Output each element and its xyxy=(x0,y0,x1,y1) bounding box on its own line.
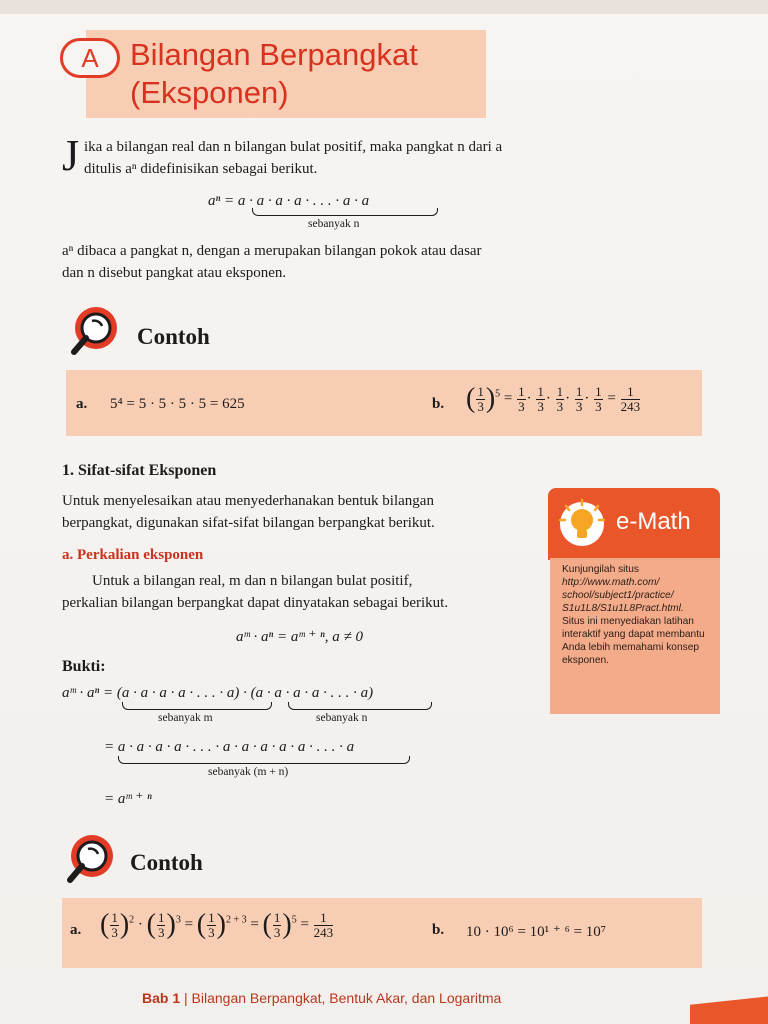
example1-b-label: b. xyxy=(432,396,445,412)
frac-a3-den: 3 xyxy=(208,924,215,940)
frac-den-1: 3 xyxy=(518,398,525,414)
frac-den-4: 3 xyxy=(575,398,583,414)
brace-n2 xyxy=(288,702,432,710)
dropcap: J xyxy=(62,131,80,180)
exp-a3: 2 + 3 xyxy=(225,914,247,926)
exp-a2: 3 xyxy=(175,914,181,926)
contoh-label-1: Contoh xyxy=(137,324,210,349)
bukti-line1: aᵐ · aⁿ = (a · a · a · a · . . . · a) · (a · a · a · a · . . . · a) xyxy=(62,685,374,701)
section-title-line2: (Eksponen) xyxy=(130,75,289,110)
example2-a-label: a. xyxy=(70,922,82,938)
frac-den: 3 xyxy=(477,398,484,414)
corner-tab xyxy=(690,995,768,1024)
frac-a2-den: 3 xyxy=(157,924,165,940)
frac-a2-num: 1 xyxy=(157,909,165,925)
frac-a1-num: 1 xyxy=(111,909,118,925)
magnifier-icon-2 xyxy=(56,832,120,884)
emath-line1: Kunjungilah situs xyxy=(562,564,640,575)
emath-title: e-Math xyxy=(616,508,691,535)
subsection-text1: Untuk menyelesaikan atau menyederhanakan bentuk bilangan xyxy=(62,493,434,509)
emath-rest: Situs ini menyediakan latihan interaktif yang dapat membantu Anda lebih memahami konsep eksponen. xyxy=(562,616,705,666)
perkalian-text1: Untuk a bilangan real, m dan n bilangan bulat positif, xyxy=(92,573,413,589)
emath-url3[interactable]: S1u1L8/S1u1L8Pract.html. xyxy=(562,603,684,614)
exp: 5 xyxy=(495,388,501,400)
magnifier-icon xyxy=(60,304,124,356)
frac-den-3: 3 xyxy=(556,398,564,414)
bukti-label: Bukti: xyxy=(62,658,106,675)
intro-line2: ditulis aⁿ didefinisikan sebagai berikut. xyxy=(84,161,318,177)
example1-a-expr: 5⁴ = 5 · 5 · 5 · 5 = 625 xyxy=(110,396,245,412)
brace-n2-label: sebanyak n xyxy=(316,712,368,724)
example1-b-expr: ( $\frac{1}{3}$ )$^5$ = $\frac{1}{3}$ · $\frac{1}{3}$ · $\frac{1}{3}$ · $\frac{1}{3}$ · $\frac{1}{3}$ = $\frac{1}{243}$ xyxy=(466,383,641,414)
frac-num: 1 xyxy=(477,383,484,399)
brace-n-label: sebanyak n xyxy=(308,218,360,230)
exp-a4: 5 xyxy=(291,914,297,926)
top-strip xyxy=(0,0,768,14)
perkalian-text2: perkalian bilangan berpangkat dapat dinyatakan sebagai berikut. xyxy=(62,595,449,611)
brace-m-label: sebanyak m xyxy=(158,712,213,724)
bukti-line2: = a · a · a · a · . . . · a · a · a · a · a · . . . · a xyxy=(104,739,355,755)
bukti-line3: = aᵐ ⁺ ⁿ xyxy=(104,791,152,807)
frac-den-2: 3 xyxy=(537,398,544,414)
brace-mn-label: sebanyak (m + n) xyxy=(208,766,289,778)
example2-b-expr: 10 · 10⁶ = 10¹ ⁺ ⁶ = 10⁷ xyxy=(466,924,607,940)
frac-a1-den: 3 xyxy=(111,924,118,940)
definition-formula: aⁿ = a · a · a · a · . . . · a · a xyxy=(208,193,370,209)
section-title xyxy=(130,36,418,112)
intro-desc2: dan n disebut pangkat atau eksponen. xyxy=(62,265,287,281)
footer xyxy=(142,990,501,1006)
brace-n xyxy=(252,208,438,216)
perkalian-formula: aᵐ · aⁿ = aᵐ ⁺ ⁿ, a ≠ 0 xyxy=(236,629,363,645)
brace-m xyxy=(122,702,272,710)
footer-title: Bilangan Berpangkat, Bentuk Akar, dan Logaritma xyxy=(191,990,502,1006)
footer-separator: | xyxy=(180,990,192,1006)
exp-a1: 2 xyxy=(129,914,135,926)
frac-den-5: 3 xyxy=(595,398,602,414)
example2-b-label: b. xyxy=(432,922,445,938)
contoh-label-2: Contoh xyxy=(130,850,203,875)
emath-text xyxy=(562,563,714,667)
subsection-title: 1. Sifat-sifat Eksponen xyxy=(62,462,217,479)
perkalian-title: a. Perkalian eksponen xyxy=(62,547,204,563)
intro-line1: ika a bilangan real dan n bilangan bulat positif, maka pangkat n dari a xyxy=(84,139,503,155)
frac-a3-num: 1 xyxy=(208,909,215,925)
example2-a-expr: ( $\frac{1}{3}$ )$^2$ · ( $\frac{1}{3}$ )$^3$ = ( $\frac{1}{3}$ )$^{2 + 3}$ = ( $\frac{1}{3}$ )$^5$ = $\frac{1}{243}$ xyxy=(100,909,334,940)
frac-a4-den: 3 xyxy=(273,924,281,940)
lightbulb-icon xyxy=(556,496,608,548)
brace-mn xyxy=(118,756,410,764)
emath-url1[interactable]: http://www.math.com/ xyxy=(562,577,660,588)
result-num: 1 xyxy=(621,385,641,400)
section-title-line1: Bilangan Berpangkat xyxy=(130,37,418,72)
frac-a4-num: 1 xyxy=(273,909,281,925)
result2-num: 1 xyxy=(314,911,334,926)
footer-chapter: Bab 1 xyxy=(142,990,181,1006)
section-letter-badge: A xyxy=(60,38,120,78)
example1-a-label: a. xyxy=(76,396,88,412)
subsection-text2: berpangkat, digunakan sifat-sifat bilangan berpangkat berikut. xyxy=(62,515,435,531)
intro-desc1: aⁿ dibaca a pangkat n, dengan a merupakan bilangan pokok atau dasar xyxy=(62,243,482,259)
emath-url2[interactable]: school/subject1/practice/ xyxy=(562,590,674,601)
result-den: 243 xyxy=(620,398,641,414)
result2-den: 243 xyxy=(313,924,334,940)
